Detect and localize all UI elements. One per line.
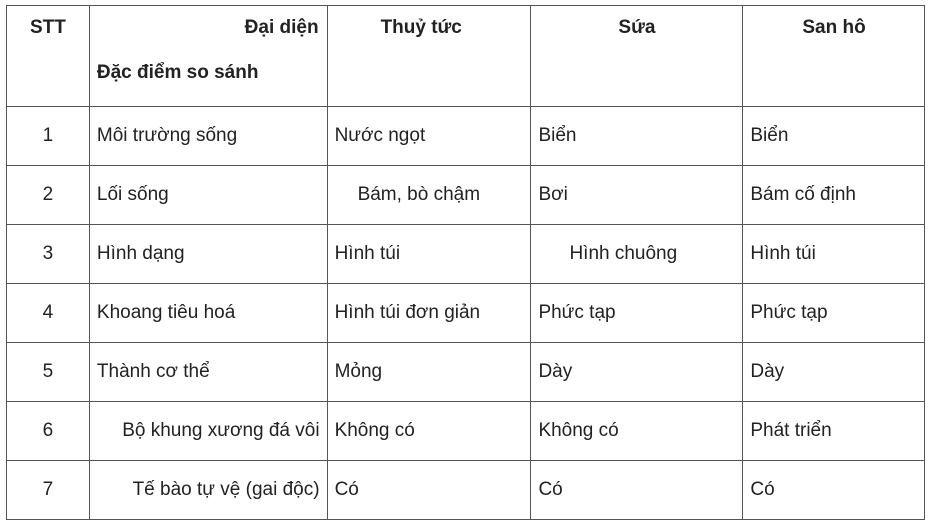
cell-col2: Phức tạp xyxy=(531,284,743,343)
cell-col2: Có xyxy=(531,461,743,520)
cell-feature: Bộ khung xương đá vôi xyxy=(89,402,327,461)
cell-stt: 6 xyxy=(7,402,90,461)
cell-col3: Phát triển xyxy=(743,402,925,461)
cell-col2: Bơi xyxy=(531,166,743,225)
header-col2: Sứa xyxy=(531,6,743,107)
cell-stt: 5 xyxy=(7,343,90,402)
table-row xyxy=(7,107,925,166)
table-row xyxy=(7,166,925,225)
cell-feature: Tế bào tự vệ (gai độc) xyxy=(89,461,327,520)
cell-col1: Nước ngọt xyxy=(327,107,531,166)
table-row xyxy=(7,284,925,343)
cell-col1: Hình túi đơn giản xyxy=(327,284,531,343)
cell-col1: Mỏng xyxy=(327,343,531,402)
comparison-table xyxy=(6,5,925,520)
header-representative-label: Đại diện xyxy=(244,17,319,38)
cell-feature: Hình dạng xyxy=(89,225,327,284)
cell-col1: Có xyxy=(327,461,531,520)
header-col3: San hô xyxy=(743,6,925,107)
cell-col2: Biển xyxy=(531,107,743,166)
header-feature xyxy=(89,6,327,107)
header-feature-label: Đặc điểm so sánh xyxy=(96,62,259,83)
table-row xyxy=(7,461,925,520)
cell-col3: Hình túi xyxy=(743,225,925,284)
cell-col3: Có xyxy=(743,461,925,520)
cell-feature: Môi trường sống xyxy=(89,107,327,166)
cell-col1: Hình túi xyxy=(327,225,531,284)
cell-col3: Bám cố định xyxy=(743,166,925,225)
cell-col2: Dày xyxy=(531,343,743,402)
cell-stt: 7 xyxy=(7,461,90,520)
table-row xyxy=(7,225,925,284)
table-row xyxy=(7,402,925,461)
table-header-row xyxy=(7,6,925,107)
cell-stt: 4 xyxy=(7,284,90,343)
header-col1: Thuỷ tức xyxy=(327,6,531,107)
cell-col3: Dày xyxy=(743,343,925,402)
cell-col3: Phức tạp xyxy=(743,284,925,343)
cell-col1: Bám, bò chậm xyxy=(327,166,531,225)
cell-feature: Lối sống xyxy=(89,166,327,225)
cell-col1: Không có xyxy=(327,402,531,461)
cell-col3: Biển xyxy=(743,107,925,166)
cell-col2: Hình chuông xyxy=(531,225,743,284)
cell-col2: Không có xyxy=(531,402,743,461)
cell-stt: 1 xyxy=(7,107,90,166)
header-stt: STT xyxy=(7,6,90,107)
cell-stt: 3 xyxy=(7,225,90,284)
table-row xyxy=(7,343,925,402)
cell-feature: Thành cơ thể xyxy=(89,343,327,402)
cell-stt: 2 xyxy=(7,166,90,225)
cell-feature: Khoang tiêu hoá xyxy=(89,284,327,343)
